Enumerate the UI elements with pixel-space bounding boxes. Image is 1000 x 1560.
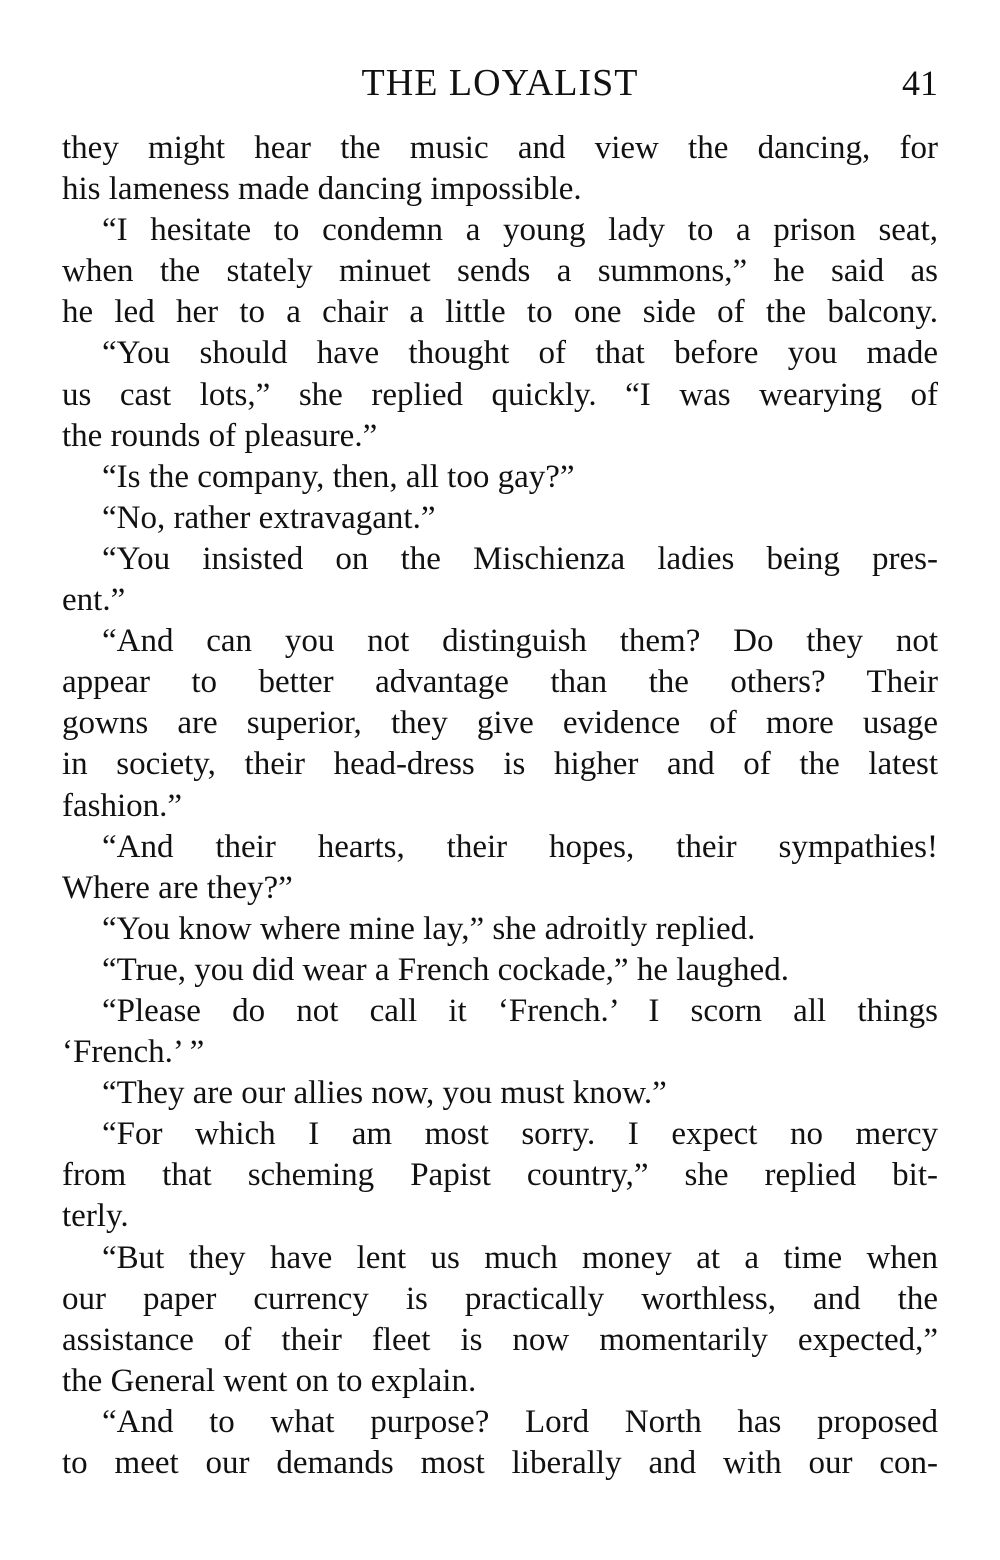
text-line: when the stately minuet sends a summons,” he said as <box>62 253 938 290</box>
running-head <box>62 58 938 108</box>
text-line: in society, their head-dress is higher and of the latest <box>62 746 938 783</box>
text-line: they might hear the music and view the dancing, for <box>62 130 938 166</box>
text-line: ‘French.’ ” <box>62 1034 205 1071</box>
text-line: “True, you did wear a French cockade,” he laughed. <box>102 951 789 988</box>
page-number: 41 <box>902 63 938 103</box>
text-line: “I hesitate to condemn a young lady to a prison seat, <box>102 212 938 249</box>
running-title: THE LOYALIST <box>361 62 639 104</box>
text-line: he led her to a chair a little to one side of the balcony. <box>62 294 938 331</box>
text-line: “No, rather extravagant.” <box>102 499 436 536</box>
text-line: “You insisted on the Mischienza ladies being pres- <box>102 540 938 577</box>
text-line: from that scheming Papist country,” she replied bit- <box>62 1157 938 1194</box>
text-line: “You should have thought of that before you made <box>102 335 938 372</box>
text-line: our paper currency is practically worthless, and the <box>62 1280 938 1317</box>
text-line: “They are our allies now, you must know.” <box>102 1075 667 1112</box>
text-line: “And can you not distinguish them? Do they not <box>102 623 938 660</box>
text-line: assistance of their fleet is now momentarily expected,” <box>62 1321 938 1358</box>
text-line: ent.” <box>62 582 126 619</box>
text-line: the rounds of pleasure.” <box>62 417 378 454</box>
text-line: “And their hearts, their hopes, their sympathies! <box>102 828 938 865</box>
text-line: gowns are superior, they give evidence of more usage <box>62 705 938 742</box>
text-line: appear to better advantage than the others? Their <box>62 664 938 701</box>
text-line: to meet our demands most liberally and with our con- <box>62 1445 938 1481</box>
text-line: “Is the company, then, all too gay?” <box>102 458 575 495</box>
text-line: “But they have lent us much money at a time when <box>102 1239 938 1276</box>
text-line: “For which I am most sorry. I expect no mercy <box>102 1116 938 1153</box>
text-line: the General went on to explain. <box>62 1362 477 1399</box>
text-line: “Please do not call it ‘French.’ I scorn all things <box>102 992 938 1029</box>
text-line: his lameness made dancing impossible. <box>62 171 582 208</box>
text-line: Where are they?” <box>62 869 293 906</box>
text-line: “You know where mine lay,” she adroitly replied. <box>102 910 756 947</box>
text-line: fashion.” <box>62 787 183 824</box>
body-text <box>62 128 938 1484</box>
text-line: terly. <box>62 1198 129 1235</box>
text-line: “And to what purpose? Lord North has proposed <box>102 1403 938 1440</box>
text-line: us cast lots,” she replied quickly. “I was wearying of <box>62 376 938 413</box>
